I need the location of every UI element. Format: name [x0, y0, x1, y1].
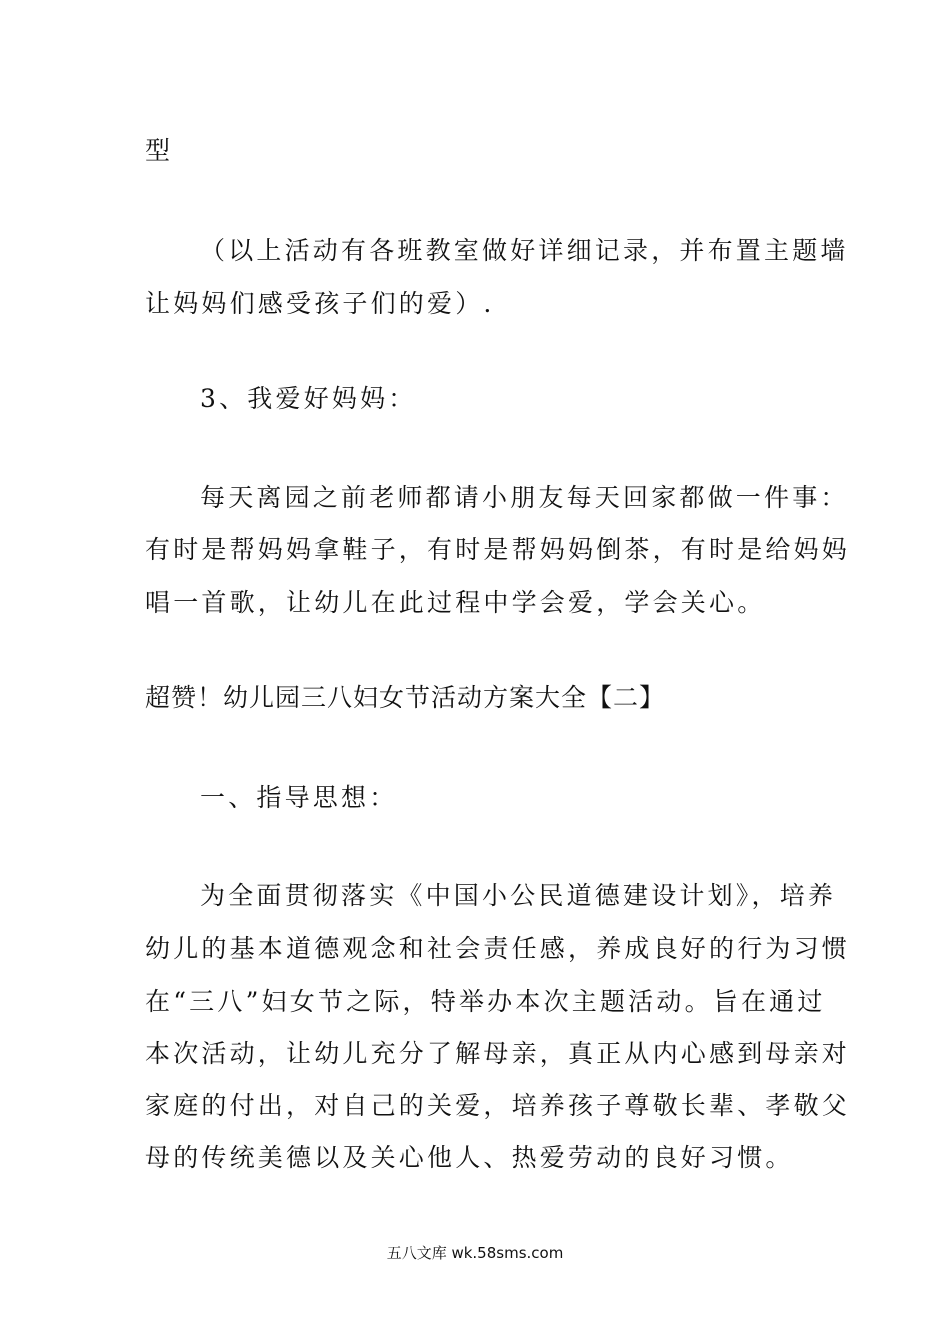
guiding-line-1: 为全面贯彻落实《中国小公民道德建设计划》，培养 [200, 881, 837, 910]
guiding-line-2: 幼儿的基本道德观念和社会责任感，养成良好的行为习惯 [145, 934, 851, 963]
text-line-fragment: 型 [145, 136, 174, 165]
page-footer: 五八文库 wk.58sms.com [386, 1244, 564, 1262]
guiding-line-4: 本次活动，让幼儿充分了解母亲，真正从内心感到母亲对 [145, 1039, 851, 1068]
note-line-1: （以上活动有各班教室做好详细记录，并布置主题墙 [200, 236, 849, 265]
guiding-line-3: 在“三八”妇女节之际，特举办本次主题活动。旨在通过 [145, 987, 826, 1016]
article-title: 超赞！幼儿园三八妇女节活动方案大全【二】 [145, 683, 666, 712]
body-line-3: 唱一首歌，让幼儿在此过程中学会爱，学会关心。 [145, 588, 766, 617]
section-heading-guiding: 一、指导思想： [200, 783, 398, 812]
body-line-2: 有时是帮妈妈拿鞋子，有时是帮妈妈倒茶，有时是给妈妈 [145, 535, 851, 564]
body-line-1: 每天离园之前老师都请小朋友每天回家都做一件事： [200, 483, 849, 512]
note-line-2: 让妈妈们感受孩子们的爱）. [145, 289, 495, 318]
section-heading-3: 3、我爱好妈妈： [200, 384, 417, 413]
guiding-line-6: 母的传统美德以及关心他人、热爱劳动的良好习惯。 [145, 1143, 794, 1172]
guiding-line-5: 家庭的付出，对自己的关爱，培养孩子尊敬长辈、孝敬父 [145, 1091, 851, 1120]
